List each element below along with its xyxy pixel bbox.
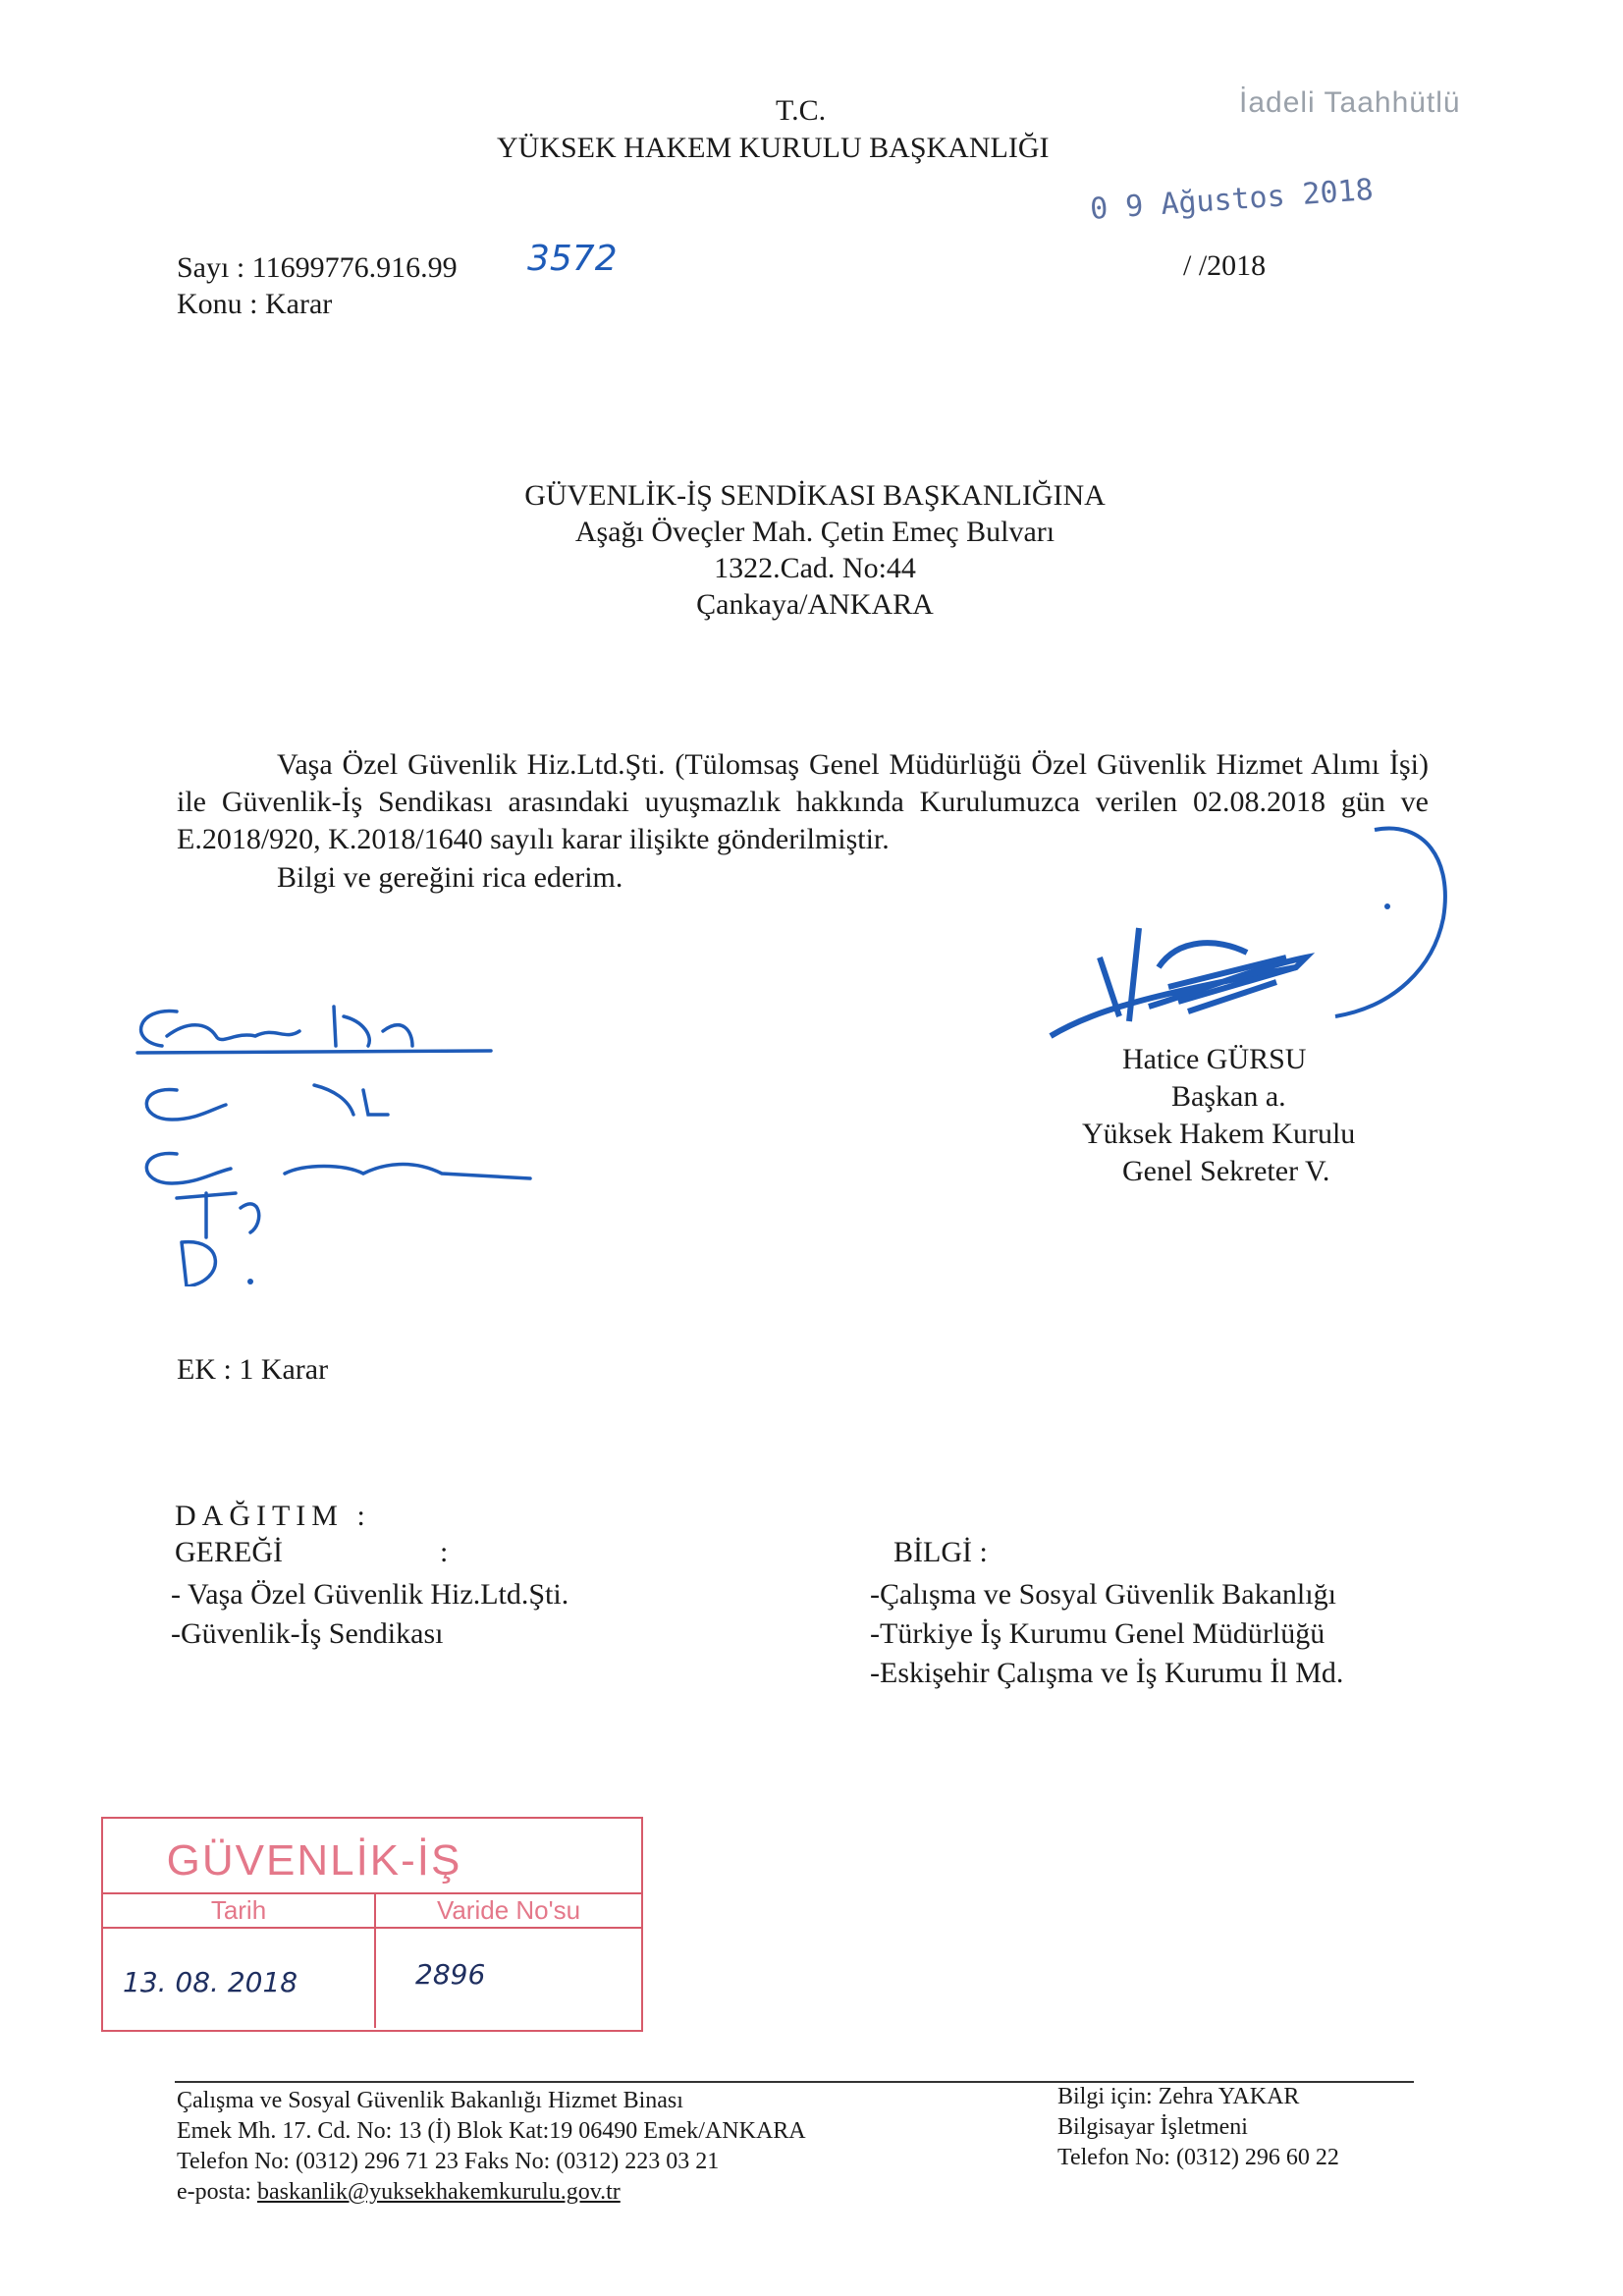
recipient-address-line1: Aşağı Öveçler Mah. Çetin Emeç Bulvarı (574, 516, 1055, 548)
received-date-stamp: 0 9 Ağustos 2018 (1089, 172, 1375, 228)
footer-building: Çalışma ve Sosyal Güvenlik Bakanlığı Hizmet Binası (177, 2088, 683, 2113)
footer-contact-person: Bilgi için: Zehra YAKAR (1057, 2084, 1300, 2109)
attachment-line: EK : 1 Karar (177, 1353, 329, 1386)
stamp-varide-value: 2896 (415, 1958, 486, 1991)
list-item: -Çalışma ve Sosyal Güvenlik Bakanlığı (870, 1578, 1336, 1611)
list-item: -Eskişehir Çalışma ve İş Kurumu İl Md. (870, 1657, 1344, 1689)
list-item: -Türkiye İş Kurumu Genel Müdürlüğü (870, 1617, 1325, 1650)
document-date: / /2018 (1183, 249, 1267, 282)
sayi-handwritten-number: 3572 (527, 239, 618, 279)
geregi-colon: : (439, 1536, 449, 1568)
geregi-label (175, 1536, 448, 1569)
document-meta (177, 249, 458, 322)
sayi-value: : 11699776.916.99 (236, 251, 458, 284)
footer-contact-right (1057, 2082, 1339, 2173)
stamp-varide-header: Varide No'su (436, 1895, 581, 1925)
handwritten-notes (118, 992, 589, 1286)
footer-email-link[interactable]: baskanlik@yuksekhakemkurulu.gov.tr (256, 2179, 621, 2205)
body-closing: Bilgi ve gereğini rica ederim. (277, 861, 623, 894)
geregi-label-text: GEREĞİ (175, 1536, 283, 1568)
stamp-divider (103, 1892, 641, 1894)
body-paragraph: Vaşa Özel Güvenlik Hiz.Ltd.Şti. (Tülomsaş Genel Müdürlüğü Özel Güvenlik Hizmet Alımı İşi) ile Güvenlik-İş Sendikası arasındaki uyuşmazlık hakkında Kurulumuzca verilen 02.08.2018 gün ve E.2018/920, K.2018/1640 sayılı karar ilişikte gönderilmiştir. (177, 748, 1429, 855)
stamp-tarih-header: Tarih (210, 1895, 267, 1925)
footer-contact-role: Bilgisayar İşletmeni (1057, 2114, 1248, 2140)
konu-label: Konu (177, 288, 243, 320)
footer-email-line (177, 2177, 806, 2208)
list-item: -Güvenlik-İş Sendikası (171, 1617, 444, 1650)
footer-address: Emek Mh. 17. Cd. No: 13 (İ) Blok Kat:19 06490 Emek/ANKARA (177, 2118, 806, 2144)
stamp-divider (103, 1927, 641, 1929)
sayi-label: Sayı (177, 251, 230, 284)
stamp-tarih-value: 13. 08. 2018 (123, 1966, 298, 1998)
geregi-list (171, 1575, 568, 1654)
list-item: - Vaşa Özel Güvenlik Hiz.Ltd.Şti. (171, 1578, 569, 1611)
signatory-title-1: Başkan a. (1171, 1080, 1286, 1113)
signatory-title-3: Genel Sekreter V. (1122, 1155, 1330, 1187)
footer-contact-phone: Telefon No: (0312) 296 60 22 (1057, 2145, 1339, 2170)
received-stamp-box (101, 1817, 643, 2032)
distribution-title: DAĞITIM : (175, 1500, 371, 1532)
footer-phone: Telefon No: (0312) 296 71 23 Faks No: (0312) 223 03 21 (177, 2149, 720, 2174)
recipient-address (471, 477, 1159, 623)
received-stamp-title: GÜVENLİK-İŞ (166, 1836, 462, 1885)
bilgi-label: BİLGİ : (893, 1536, 988, 1568)
iadeli-taahhutlu-stamp: İadeli Taahhütlü (1239, 86, 1461, 119)
recipient-name: GÜVENLİK-İŞ SENDİKASI BAŞKANLIĞINA (524, 479, 1106, 512)
header-tc: T.C. (776, 94, 827, 127)
footer-email-label: e-posta: (177, 2179, 257, 2205)
konu-value: : Karar (249, 288, 333, 320)
signature-scribble (1011, 820, 1473, 1056)
signatory-title-2: Yüksek Hakem Kurulu (1082, 1118, 1356, 1150)
footer-contact-left (177, 2086, 806, 2208)
recipient-address-line3: Çankaya/ANKARA (696, 588, 934, 621)
signatory-name: Hatice GÜRSU (1122, 1043, 1307, 1075)
header-institution: YÜKSEK HAKEM KURULU BAŞKANLIĞI (497, 132, 1050, 164)
recipient-address-line2: 1322.Cad. No:44 (714, 552, 916, 584)
bilgi-list (870, 1575, 1343, 1693)
